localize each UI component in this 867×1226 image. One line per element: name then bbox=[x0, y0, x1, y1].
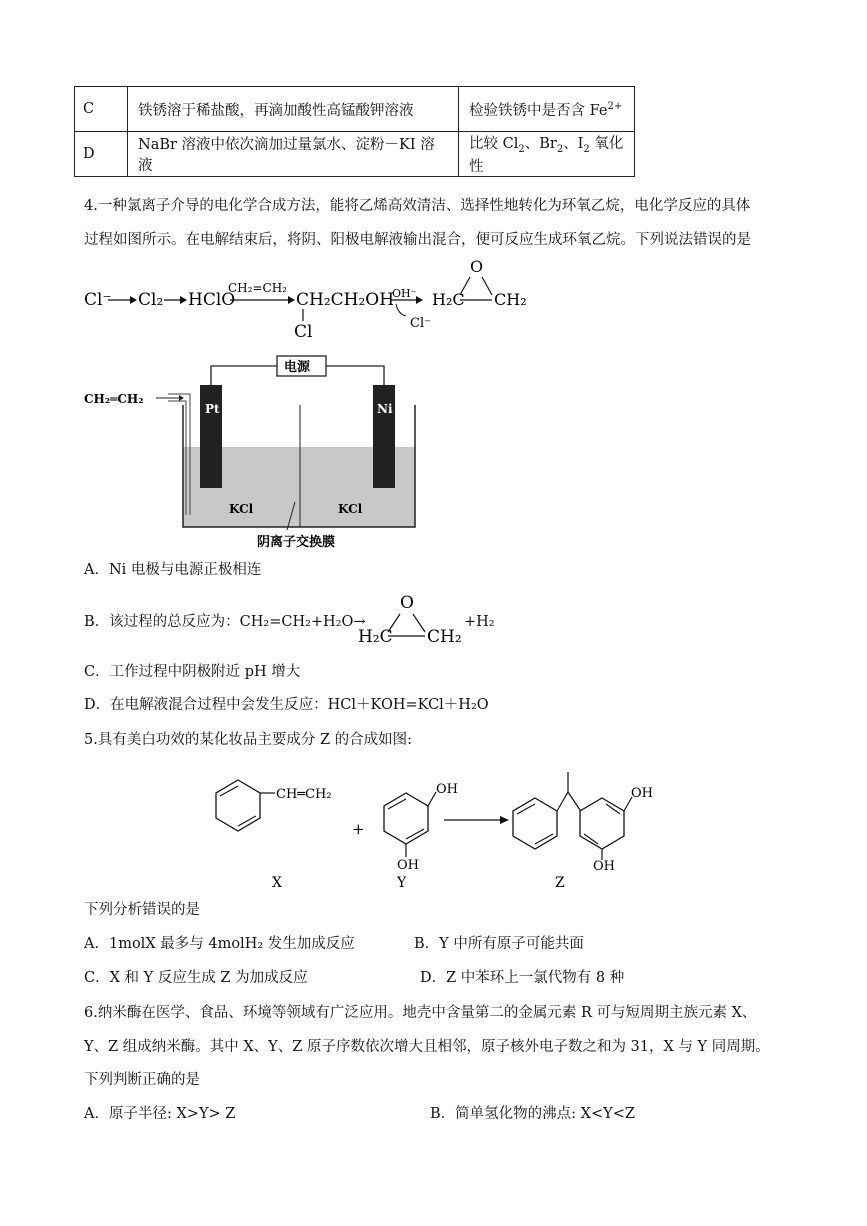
q4-option-b-prefix: B．该过程的总反应为：CH₂=CH₂+H₂O→ bbox=[84, 614, 366, 630]
epoxide-left: H₂C bbox=[432, 290, 465, 309]
z-oh-top: OH bbox=[631, 786, 653, 801]
molecule-x bbox=[216, 780, 332, 831]
scheme-cl-out: Cl⁻ bbox=[410, 316, 431, 331]
epoxide-right: CH₂ bbox=[494, 290, 527, 309]
q5-option-b: B．Y 中所有原子可能共面 bbox=[414, 936, 584, 952]
y-oh-top: OH bbox=[436, 782, 458, 797]
row-key: D bbox=[75, 132, 128, 177]
synthesis-arrowhead bbox=[500, 816, 509, 824]
table-row bbox=[75, 87, 635, 132]
y-oh-bottom: OH bbox=[397, 858, 419, 873]
membrane-label: 阴离子交换膜 bbox=[257, 535, 336, 550]
reaction-scheme bbox=[80, 255, 550, 345]
q6-line1: 6.纳米酶在医学、食品、环境等领域有广泛应用。地壳中含量第二的金属元素 R 可与短周期主族元素 X、 bbox=[84, 1005, 757, 1021]
plus-sign: + bbox=[352, 820, 365, 838]
scheme-cl-minus: Cl⁻ bbox=[84, 290, 112, 310]
q4-line2: 过程如图所示。在电解结束后，将阴、阳极电解液输出混合，便可反应生成环氧乙烷。下列说法错误的是 bbox=[84, 232, 751, 248]
gas-arrowhead bbox=[179, 395, 184, 401]
q4-option-d: D．在电解液混合过程中会发生反应：HCl＋KOH=KCl＋H₂O bbox=[84, 697, 489, 713]
label-x: X bbox=[272, 875, 282, 891]
power-label: 电源 bbox=[284, 360, 311, 375]
row-purpose: 比较 $Cl_2$、$Br_2$、$I_2$ 氧化性 bbox=[459, 132, 635, 177]
options-table bbox=[74, 86, 635, 177]
wire-right bbox=[326, 366, 384, 385]
q6-option-b: B．简单氢化物的沸点: X<Y<Z bbox=[430, 1106, 635, 1122]
q4-option-a: A．Ni 电极与电源正极相连 bbox=[84, 562, 262, 578]
table-row bbox=[75, 132, 635, 177]
electrolysis-cell bbox=[80, 350, 440, 555]
q5-ask: 下列分析错误的是 bbox=[84, 902, 200, 918]
scheme-arrowhead-3 bbox=[288, 296, 295, 304]
q6-line3: 下列判断正确的是 bbox=[84, 1072, 200, 1088]
ni-label: Ni bbox=[377, 402, 393, 416]
q5-option-c: C．X 和 Y 反应生成 Z 为加成反应 bbox=[84, 970, 308, 986]
q5-stem: 5.具有美白功效的某化妆品主要成分 Z 的合成如图: bbox=[84, 732, 413, 748]
scheme-arrowhead-1 bbox=[130, 296, 137, 304]
ni-electrode bbox=[373, 385, 395, 488]
gas-label: CH₂═CH₂ bbox=[84, 392, 144, 406]
left-kcl: KCl bbox=[229, 502, 254, 516]
scheme-hclo: HClO bbox=[188, 290, 236, 310]
pt-electrode bbox=[200, 385, 222, 488]
q6-option-a: A．原子半径: X>Y> Z bbox=[84, 1106, 236, 1122]
scheme-curve-arrow bbox=[396, 304, 406, 316]
scheme-cl2: Cl₂ bbox=[138, 290, 164, 310]
q5-option-a: A．1molX 最多与 4molH₂ 发生加成反应 bbox=[84, 936, 355, 952]
epoxide-right: CH₂ bbox=[427, 627, 462, 647]
pt-label: Pt bbox=[205, 402, 220, 416]
epoxide-o: O bbox=[400, 593, 414, 613]
epoxide-left: H₂C bbox=[358, 627, 393, 647]
q6-line2: Y、Z 组成纳米酶。其中 X、Y、Z 原子序数依次增大且相邻，原子核外电子数之和为 31，X 与 Y 同周期。 bbox=[84, 1039, 770, 1055]
scheme-oh-label: OH⁻ bbox=[392, 287, 417, 300]
scheme-product1: CH₂CH₂OH bbox=[296, 290, 395, 310]
molecule-z bbox=[513, 772, 653, 874]
q5-option-d: D．Z 中苯环上一氯代物有 8 种 bbox=[420, 970, 625, 986]
scheme-arrowhead-2 bbox=[180, 296, 187, 304]
row-purpose: 检验铁锈中是否含 $Fe^{2+}$ bbox=[459, 87, 635, 132]
scheme-arrow-label: CH₂=CH₂ bbox=[228, 281, 287, 295]
x-group: CH═CH₂ bbox=[276, 787, 332, 802]
row-key: C bbox=[75, 87, 128, 132]
label-z: Z bbox=[555, 875, 565, 891]
epoxide-bond-r bbox=[413, 614, 425, 632]
synthesis-scheme bbox=[200, 760, 670, 895]
scheme-arrowhead-4 bbox=[416, 296, 423, 304]
wire-left bbox=[211, 366, 277, 385]
right-kcl: KCl bbox=[338, 502, 363, 516]
row-method: NaBr 溶液中依次滴加过量氯水、淀粉－KI 溶液 bbox=[128, 132, 459, 177]
q4-line1: 4.一种氯离子介导的电化学合成方法，能将乙烯高效清洁、选择性地转化为环氧乙烷，电化学反应的具体 bbox=[84, 198, 751, 214]
q4-option-b-suffix: +H₂ bbox=[464, 614, 495, 630]
label-y: Y bbox=[397, 875, 407, 891]
q4-option-c: C．工作过程中阴极附近 pH 增大 bbox=[84, 664, 301, 680]
scheme-product1-cl: Cl bbox=[294, 322, 313, 342]
row-method: 铁锈溶于稀盐酸，再滴加酸性高锰酸钾溶液 bbox=[128, 87, 459, 132]
epoxide-o: O bbox=[470, 257, 484, 276]
z-oh-bottom: OH bbox=[593, 859, 615, 874]
molecule-y bbox=[384, 782, 458, 873]
option-b-epoxide bbox=[356, 590, 466, 650]
epoxide-bond-r bbox=[482, 277, 492, 295]
